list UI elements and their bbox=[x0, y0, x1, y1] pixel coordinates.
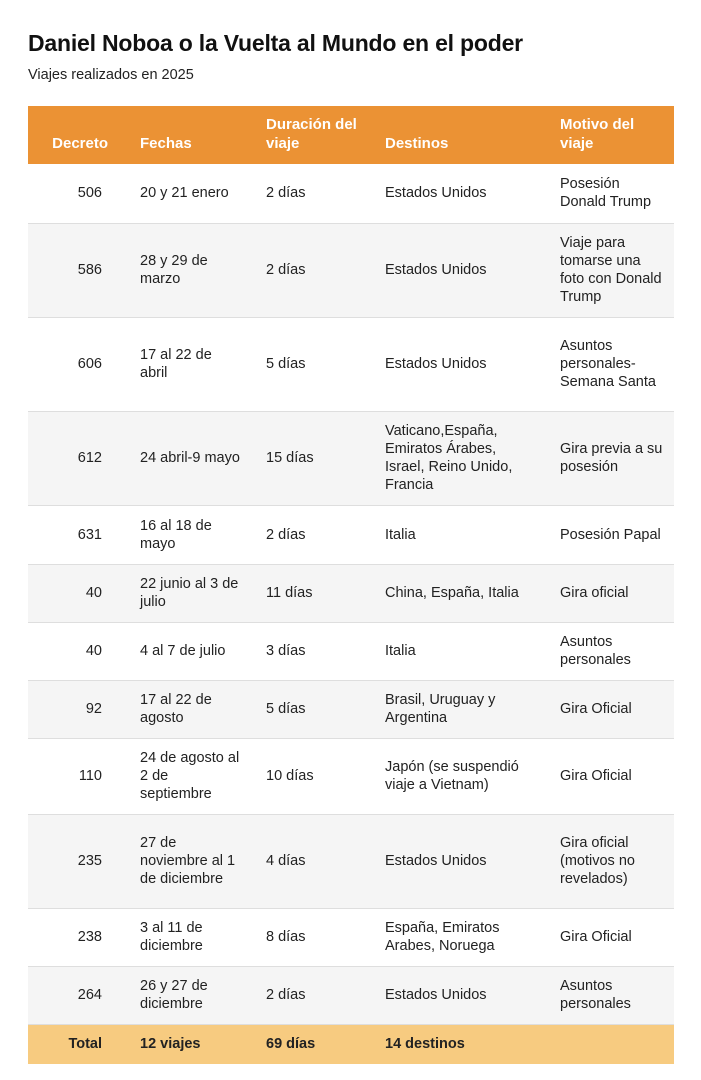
cell-duracion: 4 días bbox=[247, 814, 366, 908]
cell-destinos: Estados Unidos bbox=[366, 814, 541, 908]
cell-motivo: Asuntos personales bbox=[541, 622, 674, 680]
cell-motivo: Asuntos personales bbox=[541, 966, 674, 1024]
cell-motivo: Gira oficial (motivos no revelados) bbox=[541, 814, 674, 908]
page-title: Daniel Noboa o la Vuelta al Mundo en el poder bbox=[28, 30, 523, 56]
cell-fechas: 20 y 21 enero bbox=[124, 164, 247, 223]
cell-motivo: Gira Oficial bbox=[541, 908, 674, 966]
cell-destinos: Italia bbox=[366, 622, 541, 680]
table-row bbox=[28, 505, 674, 564]
table-row bbox=[28, 908, 674, 966]
total-label: Total bbox=[68, 1036, 102, 1053]
cell-destinos: Estados Unidos bbox=[366, 164, 541, 223]
trips-table bbox=[28, 106, 674, 1064]
cell-motivo: Posesión Papal bbox=[541, 505, 674, 564]
cell-motivo: Viaje para tomarse una foto con Donald Trump bbox=[541, 223, 674, 317]
cell-destinos: Vaticano,España, Emiratos Árabes, Israel, Reino Unido, Francia bbox=[366, 411, 541, 505]
cell-decreto: 40 bbox=[28, 564, 124, 622]
cell-fechas: 28 y 29 de marzo bbox=[124, 223, 247, 317]
cell-decreto: 586 bbox=[28, 223, 124, 317]
cell-decreto: 612 bbox=[28, 411, 124, 505]
cell-decreto: 40 bbox=[28, 622, 124, 680]
table-header-row bbox=[28, 106, 674, 164]
cell-destinos: Estados Unidos bbox=[366, 223, 541, 317]
cell-duracion: 5 días bbox=[247, 317, 366, 411]
cell-fechas: 17 al 22 de abril bbox=[124, 317, 247, 411]
table-row bbox=[28, 814, 674, 908]
cell-fechas: 16 al 18 de mayo bbox=[124, 505, 247, 564]
table-row bbox=[28, 164, 674, 223]
table-row bbox=[28, 738, 674, 814]
cell-decreto: 235 bbox=[28, 814, 124, 908]
cell-duracion: 3 días bbox=[247, 622, 366, 680]
cell-decreto: 238 bbox=[28, 908, 124, 966]
cell-fechas: 17 al 22 de agosto bbox=[124, 680, 247, 738]
header-duracion: Duración del viaje bbox=[266, 116, 357, 152]
table-row bbox=[28, 223, 674, 317]
header-decreto: Decreto bbox=[52, 135, 108, 152]
cell-fechas: 24 de agosto al 2 de septiembre bbox=[124, 738, 247, 814]
cell-duracion: 2 días bbox=[247, 223, 366, 317]
cell-destinos: Japón (se suspendió viaje a Vietnam) bbox=[366, 738, 541, 814]
cell-decreto: 264 bbox=[28, 966, 124, 1024]
cell-duracion: 2 días bbox=[247, 164, 366, 223]
cell-motivo: Posesión Donald Trump bbox=[541, 164, 674, 223]
cell-destinos: España, Emiratos Arabes, Noruega bbox=[366, 908, 541, 966]
cell-fechas: 24 abril-9 mayo bbox=[124, 411, 247, 505]
table-row bbox=[28, 622, 674, 680]
cell-duracion: 2 días bbox=[247, 966, 366, 1024]
cell-motivo: Gira Oficial bbox=[541, 738, 674, 814]
header-fechas: Fechas bbox=[140, 135, 192, 152]
cell-duracion: 8 días bbox=[247, 908, 366, 966]
cell-fechas: 22 junio al 3 de julio bbox=[124, 564, 247, 622]
table-row bbox=[28, 966, 674, 1024]
cell-decreto: 606 bbox=[28, 317, 124, 411]
cell-destinos: Italia bbox=[366, 505, 541, 564]
table-row bbox=[28, 680, 674, 738]
cell-fechas: 3 al 11 de diciembre bbox=[124, 908, 247, 966]
cell-destinos: Estados Unidos bbox=[366, 317, 541, 411]
cell-motivo: Gira previa a su posesión bbox=[541, 411, 674, 505]
cell-decreto: 92 bbox=[28, 680, 124, 738]
cell-destinos: Brasil, Uruguay y Argentina bbox=[366, 680, 541, 738]
total-viajes: 12 viajes bbox=[140, 1036, 201, 1053]
cell-duracion: 11 días bbox=[247, 564, 366, 622]
total-dias: 69 días bbox=[266, 1036, 316, 1053]
cell-duracion: 10 días bbox=[247, 738, 366, 814]
total-row bbox=[28, 1024, 674, 1064]
header-destinos: Destinos bbox=[385, 135, 449, 152]
header-motivo: Motivo del viaje bbox=[560, 116, 635, 152]
cell-duracion: 5 días bbox=[247, 680, 366, 738]
table-row bbox=[28, 317, 674, 411]
cell-decreto: 506 bbox=[28, 164, 124, 223]
cell-motivo: Asuntos personales-Semana Santa bbox=[541, 317, 674, 411]
cell-motivo: Gira oficial bbox=[541, 564, 674, 622]
cell-decreto: 110 bbox=[28, 738, 124, 814]
cell-fechas: 27 de noviembre al 1 de diciembre bbox=[124, 814, 247, 908]
cell-destinos: Estados Unidos bbox=[366, 966, 541, 1024]
page-subtitle: Viajes realizados en 2025 bbox=[28, 67, 194, 83]
total-destinos: 14 destinos bbox=[385, 1036, 465, 1053]
total-motivo bbox=[541, 1024, 674, 1064]
table-row bbox=[28, 564, 674, 622]
cell-fechas: 4 al 7 de julio bbox=[124, 622, 247, 680]
cell-destinos: China, España, Italia bbox=[366, 564, 541, 622]
cell-fechas: 26 y 27 de diciembre bbox=[124, 966, 247, 1024]
cell-motivo: Gira Oficial bbox=[541, 680, 674, 738]
table-row bbox=[28, 411, 674, 505]
cell-duracion: 2 días bbox=[247, 505, 366, 564]
cell-decreto: 631 bbox=[28, 505, 124, 564]
cell-duracion: 15 días bbox=[247, 411, 366, 505]
